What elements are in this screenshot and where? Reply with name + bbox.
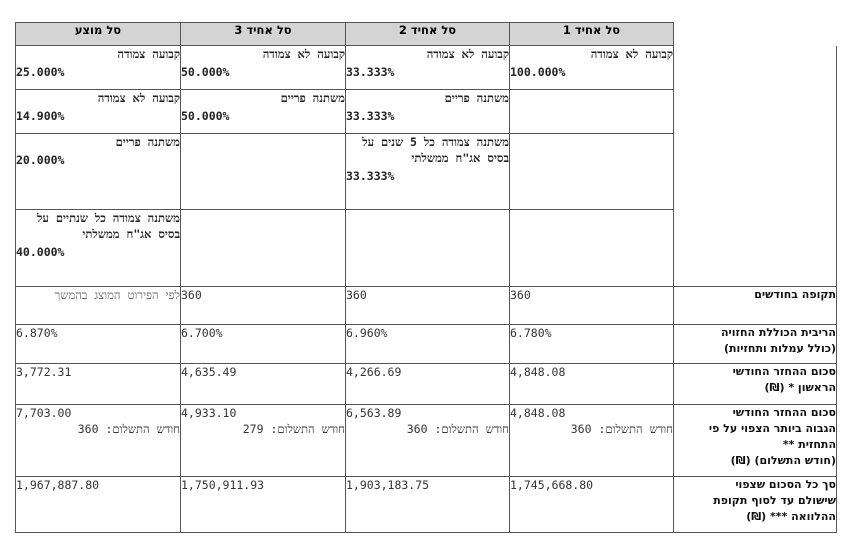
track-cell: קבועה לא צמודה 50.000%: [181, 46, 346, 90]
max-payment-cell: [181, 405, 346, 477]
max-payment-value: 4,933.10: [181, 406, 237, 420]
row-label-first-payment: סכום ההחזר החודשי הראשון * (₪): [674, 364, 837, 405]
total-value: 1,903,183.75: [346, 477, 510, 533]
track-cell: קבועה צמודה 25.000%: [16, 46, 181, 90]
payment-month: חודש התשלום: 360: [406, 422, 509, 436]
track-cell: משתנה פריים 33.333%: [346, 90, 510, 134]
column-header-basket-1: סל אחיד 1: [510, 23, 674, 46]
empty-label-cell: [674, 210, 837, 287]
track-cell: [510, 210, 674, 287]
total-value: 1,745,668.80: [510, 477, 674, 533]
column-header-basket-3: סל אחיד 3: [181, 23, 346, 46]
max-payment-value: 7,703.00: [16, 406, 72, 420]
track-cell: משתנה צמודה כל 5 שנים על בסיס אג"ח ממשלתי 33.333%: [346, 134, 510, 210]
payment-month: חודש התשלום: 279: [242, 422, 345, 436]
track-cell: קבועה לא צמודה 14.900%: [16, 90, 181, 134]
first-payment-value: 3,772.31: [16, 364, 181, 405]
track-cell: קבועה לא צמודה 33.333%: [346, 46, 510, 90]
empty-label-cell: [674, 134, 837, 210]
period-value: 360: [510, 287, 674, 325]
max-payment-value: 6,563.89: [346, 406, 402, 420]
track-cell: [181, 210, 346, 287]
track-cell: משתנה צמודה כל שנתיים על בסיס אג"ח ממשלתי 40.000%: [16, 210, 181, 287]
column-header-proposed-basket: סל מוצע: [16, 23, 181, 46]
period-value: לפי הפירוט המוצג בהמשך: [16, 287, 181, 325]
first-payment-value: 4,266.69: [346, 364, 510, 405]
payment-month: חודש התשלום: 360: [570, 422, 673, 436]
empty-label-cell: [674, 46, 837, 90]
track-cell: משתנה פריים 20.000%: [16, 134, 181, 210]
track-cell: קבועה לא צמודה 100.000%: [510, 46, 674, 90]
max-payment-value: 4,848.08: [510, 406, 566, 420]
total-value: 1,750,911.93: [181, 477, 346, 533]
rate-value: 6.870%: [16, 325, 181, 364]
column-header-basket-2: סל אחיד 2: [346, 23, 510, 46]
first-payment-value: 4,635.49: [181, 364, 346, 405]
rate-value: 6.780%: [510, 325, 674, 364]
row-label-total: סך כל הסכום שצפוי שישולם עד לסוף תקופת ההלוואה *** (₪): [674, 477, 837, 533]
period-value: 360: [346, 287, 510, 325]
max-payment-cell: [16, 405, 181, 477]
rate-value: 6.960%: [346, 325, 510, 364]
total-value: 1,967,887.80: [16, 477, 181, 533]
max-payment-cell: [510, 405, 674, 477]
empty-label-cell: [674, 90, 837, 134]
track-cell: [346, 210, 510, 287]
payment-month: חודש התשלום: 360: [77, 422, 180, 436]
rate-value: 6.700%: [181, 325, 346, 364]
row-label-max-payment: סכום ההחזר החודשי הגבוה ביותר הצפוי על פי התחזית ** (חודש התשלום) (₪): [674, 405, 837, 477]
track-cell: [510, 90, 674, 134]
max-payment-cell: [346, 405, 510, 477]
period-value: 360: [181, 287, 346, 325]
mortgage-comparison-table: [15, 22, 837, 533]
track-cell: משתנה פריים 50.000%: [181, 90, 346, 134]
empty-corner-cell: [674, 23, 837, 46]
track-cell: [510, 134, 674, 210]
first-payment-value: 4,848.08: [510, 364, 674, 405]
track-cell: [181, 134, 346, 210]
row-label-rate: הריבית הכוללת החזויה (כולל עמלות ותחזיות): [674, 325, 837, 364]
row-label-period: תקופה בחודשים: [674, 287, 837, 325]
